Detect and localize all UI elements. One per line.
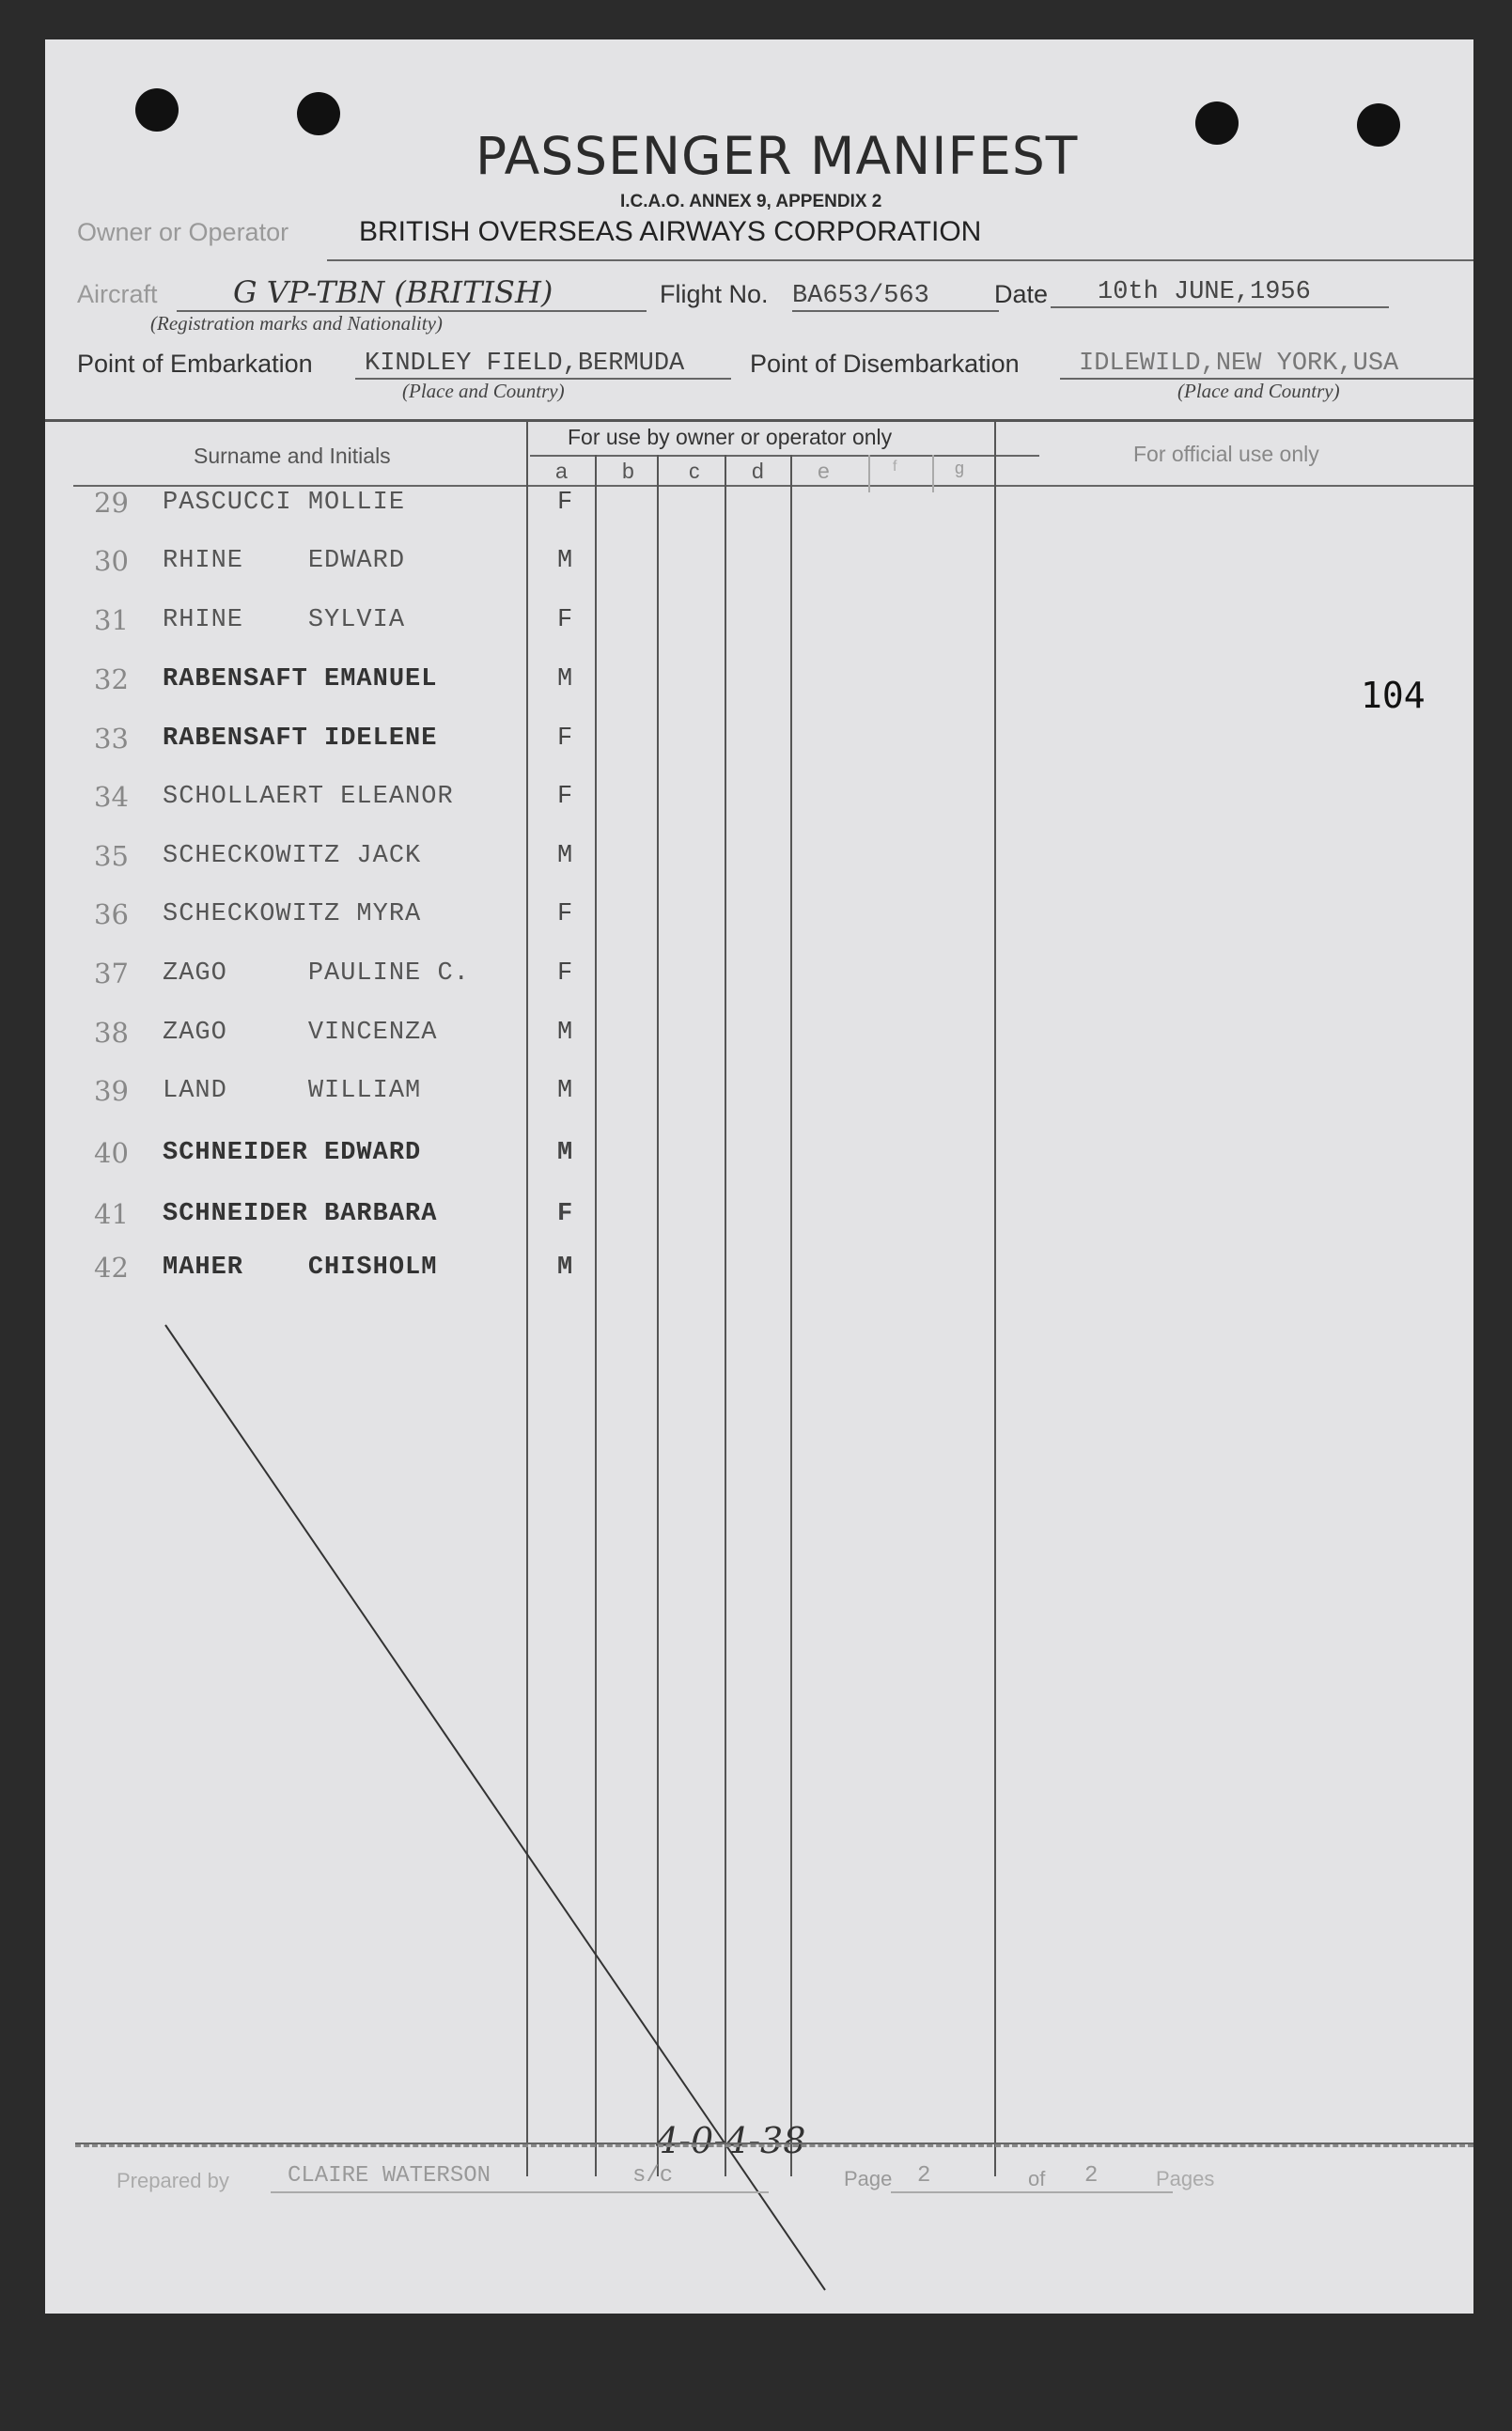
prepared-by-suffix: s/c xyxy=(632,2163,674,2189)
column-header-owner-use: For use by owner or operator only xyxy=(568,425,893,449)
official-mark: 104 xyxy=(1361,675,1426,716)
passenger-name: LAND WILLIAM xyxy=(163,1077,422,1105)
passenger-sex: M xyxy=(557,1077,573,1105)
passenger-name: MAHER CHISHOLM xyxy=(163,1254,438,1282)
col-letter-e: e xyxy=(818,459,830,483)
aircraft-label: Aircraft xyxy=(77,280,158,308)
col-letter-d: d xyxy=(752,459,764,483)
row-number: 40 xyxy=(94,1137,129,1169)
passenger-name: PASCUCCI MOLLIE xyxy=(163,489,406,517)
passenger-sex: F xyxy=(557,959,573,988)
passenger-name: RHINE EDWARD xyxy=(163,547,406,575)
col-letter-g: g xyxy=(955,459,965,477)
passenger-sex: M xyxy=(557,1139,573,1167)
passenger-name: SCHECKOWITZ MYRA xyxy=(163,900,422,928)
page-subtitle: I.C.A.O. ANNEX 9, APPENDIX 2 xyxy=(620,192,882,211)
date-label: Date xyxy=(994,280,1049,308)
col-letter-a: a xyxy=(555,459,568,483)
totals-note: 4-0-4-38 xyxy=(656,2120,806,2161)
disembarkation-label: Point of Disembarkation xyxy=(750,350,1020,378)
col-letter-f: f xyxy=(893,459,897,475)
row-number: 39 xyxy=(94,1075,129,1107)
page-rule xyxy=(891,2191,1173,2193)
embarkation-caption: (Place and Country) xyxy=(402,380,565,402)
row-number: 34 xyxy=(94,781,129,813)
col-letter-b: b xyxy=(622,459,634,483)
passenger-sex: M xyxy=(557,665,573,693)
passenger-sex: F xyxy=(557,783,573,811)
flight-value: BA653/563 xyxy=(792,282,999,312)
row-number: 32 xyxy=(94,663,129,695)
disembarkation-value: IDLEWILD,NEW YORK,USA xyxy=(1060,350,1473,380)
row-number: 30 xyxy=(94,545,129,577)
flight-label: Flight No. xyxy=(660,280,769,308)
page-title: PASSENGER MANIFEST xyxy=(475,126,1079,186)
embarkation-value: KINDLEY FIELD,BERMUDA xyxy=(355,350,731,380)
passenger-sex: M xyxy=(557,842,573,870)
passenger-name: RABENSAFT IDELENE xyxy=(163,725,438,753)
prepared-by-label: Prepared by xyxy=(117,2169,229,2192)
column-header-name: Surname and Initials xyxy=(194,444,391,468)
passenger-sex: F xyxy=(557,1200,573,1228)
row-number: 38 xyxy=(94,1017,129,1049)
row-number: 41 xyxy=(94,1198,129,1230)
passenger-sex: M xyxy=(557,1254,573,1282)
passenger-name: ZAGO VINCENZA xyxy=(163,1019,438,1047)
passenger-sex: M xyxy=(557,1019,573,1047)
passenger-name: SCHNEIDER EDWARD xyxy=(163,1139,422,1167)
page-label: Page xyxy=(844,2167,893,2190)
passenger-name: SCHECKOWITZ JACK xyxy=(163,842,422,870)
passenger-sex: F xyxy=(557,900,573,928)
passenger-sex: M xyxy=(557,547,573,575)
owner-label: Owner or Operator xyxy=(77,218,289,246)
passenger-name: SCHOLLAERT ELEANOR xyxy=(163,783,454,811)
passenger-sex: F xyxy=(557,725,573,753)
passenger-sex: F xyxy=(557,606,573,634)
date-value: 10th JUNE,1956 xyxy=(1051,278,1389,308)
owner-value: BRITISH OVERSEAS AIRWAYS CORPORATION xyxy=(359,216,982,247)
aircraft-value: G VP-TBN (BRITISH) xyxy=(177,274,647,312)
row-number: 33 xyxy=(94,723,129,755)
row-number: 36 xyxy=(94,898,129,930)
embarkation-label: Point of Embarkation xyxy=(77,350,313,378)
passenger-name: ZAGO PAULINE C. xyxy=(163,959,470,988)
column-header-official: For official use only xyxy=(1133,442,1319,466)
pages-value: 2 xyxy=(1084,2163,1099,2189)
row-number: 35 xyxy=(94,840,129,872)
row-number: 31 xyxy=(94,604,129,636)
footer-rule xyxy=(75,2144,1473,2147)
passenger-name: RABENSAFT EMANUEL xyxy=(163,665,438,693)
pages-label: Pages xyxy=(1156,2167,1215,2190)
page-value: 2 xyxy=(917,2163,931,2189)
prepared-by-value: CLAIRE WATERSON xyxy=(288,2163,491,2189)
diagonal-cancel-line xyxy=(45,39,1473,2314)
col-letter-c: c xyxy=(689,459,700,483)
aircraft-caption: (Registration marks and Nationality) xyxy=(150,312,443,335)
row-number: 42 xyxy=(94,1252,129,1284)
row-number: 29 xyxy=(94,487,129,519)
manifest-sheet xyxy=(45,39,1473,2314)
passenger-name: SCHNEIDER BARBARA xyxy=(163,1200,438,1228)
row-number: 37 xyxy=(94,958,129,990)
passenger-name: RHINE SYLVIA xyxy=(163,606,406,634)
of-label: of xyxy=(1028,2167,1046,2190)
prepared-by-rule xyxy=(271,2191,769,2193)
disembarkation-caption: (Place and Country) xyxy=(1177,380,1340,402)
passenger-sex: F xyxy=(557,489,573,517)
